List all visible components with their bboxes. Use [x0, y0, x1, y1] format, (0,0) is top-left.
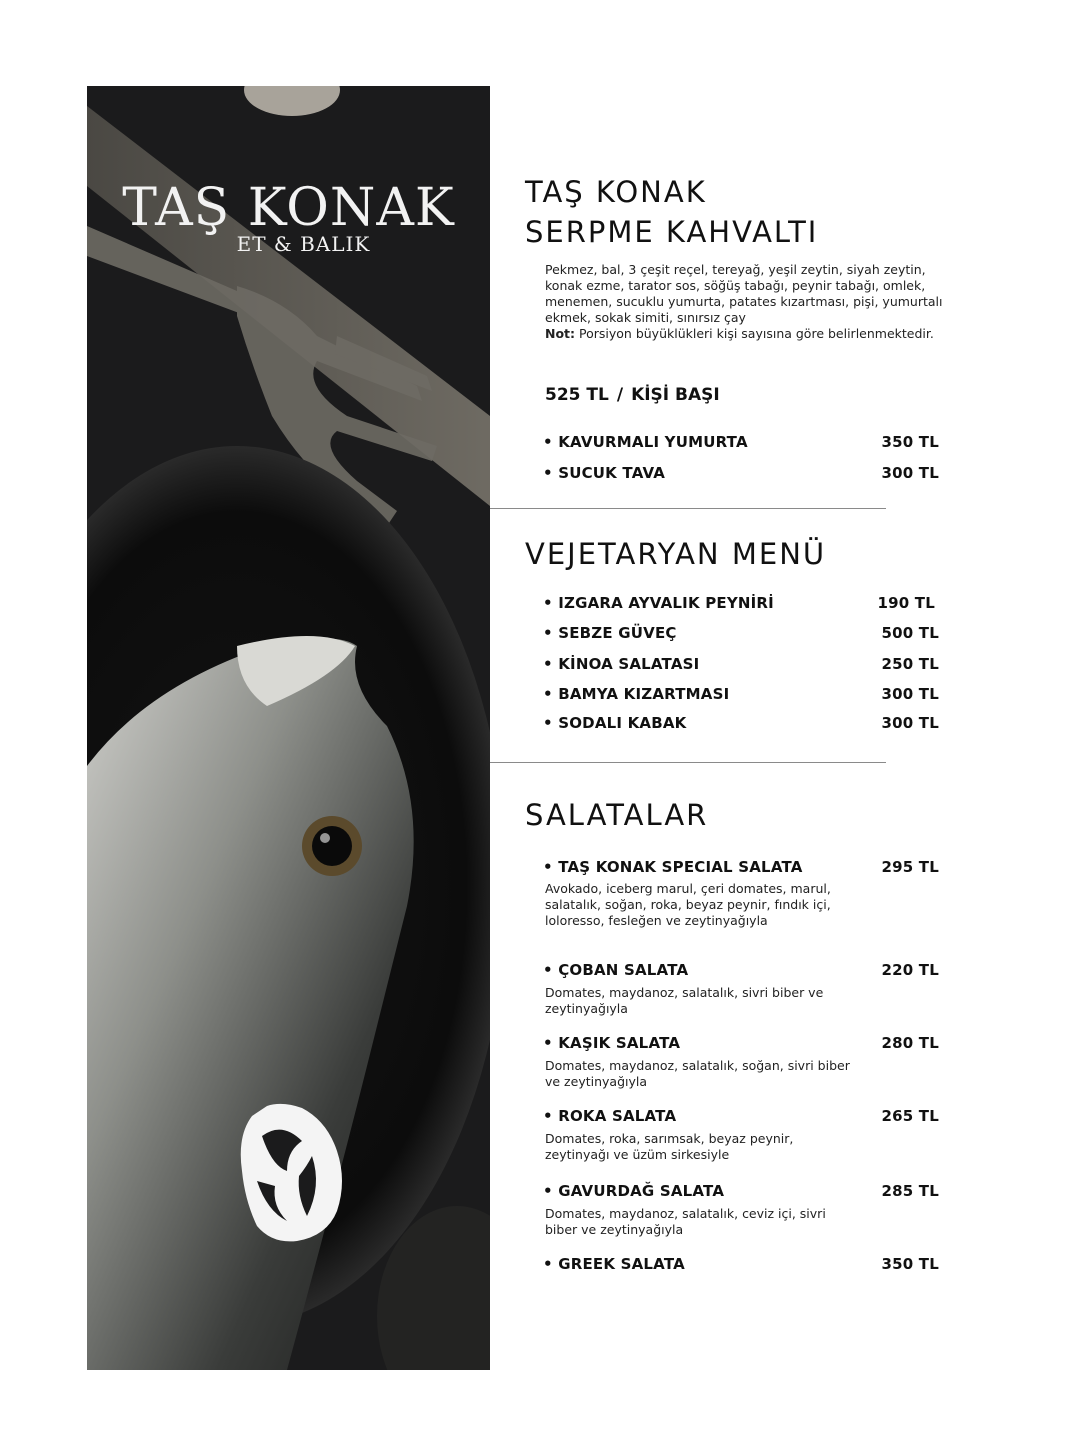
menu-item: [543, 653, 939, 675]
menu-item-price: 350 TL: [881, 433, 939, 451]
menu-item-name: • KAVURMALI YUMURTA: [543, 433, 748, 451]
menu-item-name: • SODALI KABAK: [543, 714, 687, 732]
menu-item: [543, 462, 939, 484]
brand-name: TAŞ KONAK: [122, 178, 455, 238]
menu-item-price: 265 TL: [881, 1107, 939, 1125]
breakfast-title-line1: TAŞ KONAK: [525, 175, 707, 209]
menu-item-name: • SEBZE GÜVEÇ: [543, 624, 677, 642]
menu-item: [543, 1105, 939, 1127]
menu-item-price: 280 TL: [881, 1034, 939, 1052]
breakfast-price-unit: KİŞİ BAŞI: [631, 385, 720, 405]
vegetarian-title: VEJETARYAN MENÜ: [525, 537, 827, 571]
menu-item-name: • KİNOA SALATASI: [543, 655, 700, 673]
menu-item-description: Domates, maydanoz, salatalık, ceviz içi, sivri biber ve zeytinyağıyla: [545, 1206, 826, 1237]
menu-item-price: 300 TL: [881, 714, 939, 732]
salads-title: SALATALAR: [525, 798, 709, 832]
breakfast-title-line2: SERPME KAHVALTI: [525, 215, 819, 249]
menu-item-price: 220 TL: [881, 961, 939, 979]
menu-item-price: 190 TL: [877, 594, 935, 612]
menu-item-description: Avokado, iceberg marul, çeri domates, marul, salatalık, soğan, roka, beyaz peynir, fındık içi, loloresso, fesleğen ve zeytinyağıyla: [545, 881, 831, 928]
menu-item: [543, 1253, 939, 1275]
menu-item: [543, 1032, 939, 1054]
menu-item-name: • GREEK SALATA: [543, 1255, 685, 1273]
breakfast-contents: Pekmez, bal, 3 çeşit reçel, tereyağ, yeşil zeytin, siyah zeytin, konak ezme, tarator sos, söğüş tabağı, peynir tabağı, omlek, menemen, sucuklu yumurta, patates kızartması, pişi, yumurtalı ekmek, sokak simiti, sınırsız çay: [545, 262, 943, 325]
menu-item-name: • ROKA SALATA: [543, 1107, 677, 1125]
menu-item-description: Domates, roka, sarımsak, beyaz peynir, zeytinyağı ve üzüm sirkesiyle: [545, 1131, 794, 1162]
menu-item-name: • ÇOBAN SALATA: [543, 961, 689, 979]
menu-item-name: • KAŞIK SALATA: [543, 1034, 681, 1052]
menu-item-name: • SUCUK TAVA: [543, 464, 666, 482]
menu-item-description: Domates, maydanoz, salatalık, soğan, sivri biber ve zeytinyağıyla: [545, 1058, 850, 1089]
menu-item: [543, 431, 939, 453]
menu-item-price: 350 TL: [881, 1255, 939, 1273]
fish-emblem-icon: [227, 1096, 347, 1246]
menu-item: [543, 1180, 939, 1202]
menu-item-name: • IZGARA AYVALIK PEYNİRİ: [543, 594, 774, 612]
menu-item-price: 300 TL: [881, 685, 939, 703]
menu-item-name: • GAVURDAĞ SALATA: [543, 1182, 725, 1200]
breakfast-price-value: 525 TL: [545, 385, 609, 405]
menu-item-name: • BAMYA KIZARTMASI: [543, 685, 730, 703]
menu-item-description: Domates, maydanoz, salatalık, sivri biber ve zeytinyağıyla: [545, 985, 824, 1016]
menu-item: [543, 622, 939, 644]
menu-photo-panel: [87, 86, 490, 1370]
menu-item: [543, 959, 939, 981]
menu-item: [543, 712, 939, 734]
breakfast-price: [545, 382, 720, 408]
breakfast-description: [545, 262, 945, 342]
brand-logo: [87, 178, 490, 256]
menu-item: [543, 856, 939, 878]
breakfast-note-label: Not:: [545, 326, 576, 341]
breakfast-price-separator: /: [616, 385, 624, 405]
breakfast-note-text: Porsiyon büyüklükleri kişi sayısına göre belirlenmektedir.: [579, 326, 934, 341]
menu-item: [543, 592, 935, 614]
brand-subtitle: ET & BALIK: [236, 232, 371, 256]
breakfast-title: [525, 172, 818, 252]
menu-item-price: 285 TL: [881, 1182, 939, 1200]
menu-item-price: 250 TL: [881, 655, 939, 673]
menu-item-price: 295 TL: [881, 858, 939, 876]
section-divider: [490, 762, 886, 763]
menu-item-price: 500 TL: [881, 624, 939, 642]
menu-item-name: • TAŞ KONAK SPECIAL SALATA: [543, 858, 803, 876]
menu-item-price: 300 TL: [881, 464, 939, 482]
section-divider: [490, 508, 886, 509]
menu-item: [543, 683, 939, 705]
